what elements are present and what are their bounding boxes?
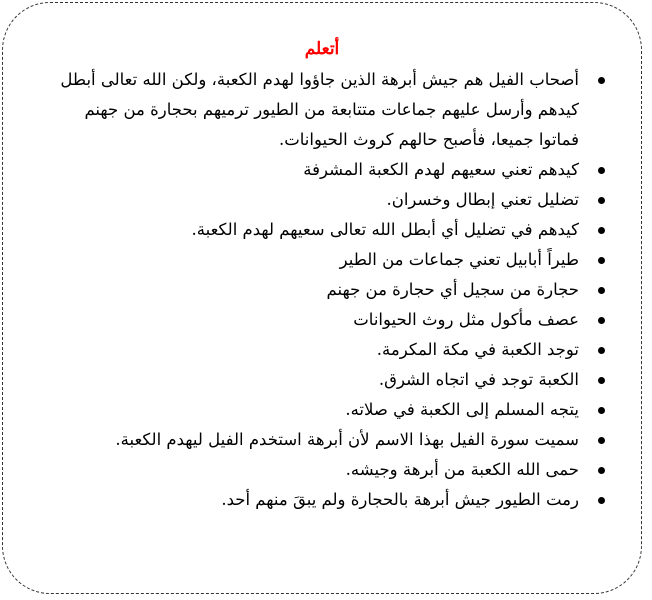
list-item-text: رمت الطيور جيش أبرهة بالحجارة ولم يبقَ منهم أحد. bbox=[221, 490, 579, 509]
list-item-text: كيدهم تعني سعيهم لهدم الكعبة المشرفة bbox=[303, 160, 579, 179]
list-item bbox=[47, 485, 607, 515]
list-item-text: الكعبة توجد في اتجاه الشرق. bbox=[378, 370, 579, 389]
bullet-icon bbox=[598, 197, 605, 204]
list-item bbox=[47, 425, 607, 455]
bullet-icon bbox=[598, 437, 605, 444]
list-item-text: سميت سورة الفيل بهذا الاسم لأن أبرهة استخدم الفيل ليهدم الكعبة. bbox=[115, 430, 579, 449]
bullet-icon bbox=[598, 227, 605, 234]
list-item-text: طيراً أبابيل تعني جماعات من الطير bbox=[339, 250, 579, 269]
card-title: أتعلم bbox=[304, 39, 340, 59]
bullet-icon bbox=[598, 467, 605, 474]
list-item-text: كيدهم في تضليل أي أبطل الله تعالى سعيهم لهدم الكعبة. bbox=[191, 220, 579, 239]
facts-list bbox=[47, 65, 607, 515]
list-item bbox=[47, 215, 607, 245]
list-item-text: أصحاب الفيل هم جيش أبرهة الذين جاؤوا لهدم الكعبة، ولكن الله تعالى أبطل كيدهم وأرسل عليهم جماعات متتابعة من الطيور ترميهم بحجارة من جهنم فماتوا جميعا، فأصبح حالهم كروث الحيوانات. bbox=[60, 70, 579, 149]
list-item bbox=[47, 275, 607, 305]
list-item bbox=[47, 335, 607, 365]
list-item bbox=[47, 395, 607, 425]
list-item bbox=[47, 65, 607, 155]
list-item bbox=[47, 305, 607, 335]
bullet-icon bbox=[598, 77, 605, 84]
list-item-text: عصف مأكول مثل روث الحيوانات bbox=[353, 310, 579, 329]
bullet-icon bbox=[598, 407, 605, 414]
list-item-text: يتجه المسلم إلى الكعبة في صلاته. bbox=[345, 400, 579, 419]
list-item-text: حمى الله الكعبة من أبرهة وجيشه. bbox=[345, 460, 579, 479]
bullet-icon bbox=[598, 377, 605, 384]
list-item bbox=[47, 455, 607, 485]
list-item-text: تضليل تعني إبطال وخسران. bbox=[386, 190, 579, 209]
list-item bbox=[47, 245, 607, 275]
bullet-icon bbox=[598, 497, 605, 504]
bullet-icon bbox=[598, 347, 605, 354]
list-item-text: توجد الكعبة في مكة المكرمة. bbox=[376, 340, 579, 359]
info-card bbox=[2, 2, 642, 594]
list-item-text: حجارة من سجيل أي حجارة من جهنم bbox=[326, 280, 579, 299]
list-item bbox=[47, 185, 607, 215]
bullet-icon bbox=[598, 317, 605, 324]
bullet-icon bbox=[598, 167, 605, 174]
bullet-icon bbox=[598, 257, 605, 264]
list-item bbox=[47, 365, 607, 395]
list-item bbox=[47, 155, 607, 185]
bullet-icon bbox=[598, 287, 605, 294]
